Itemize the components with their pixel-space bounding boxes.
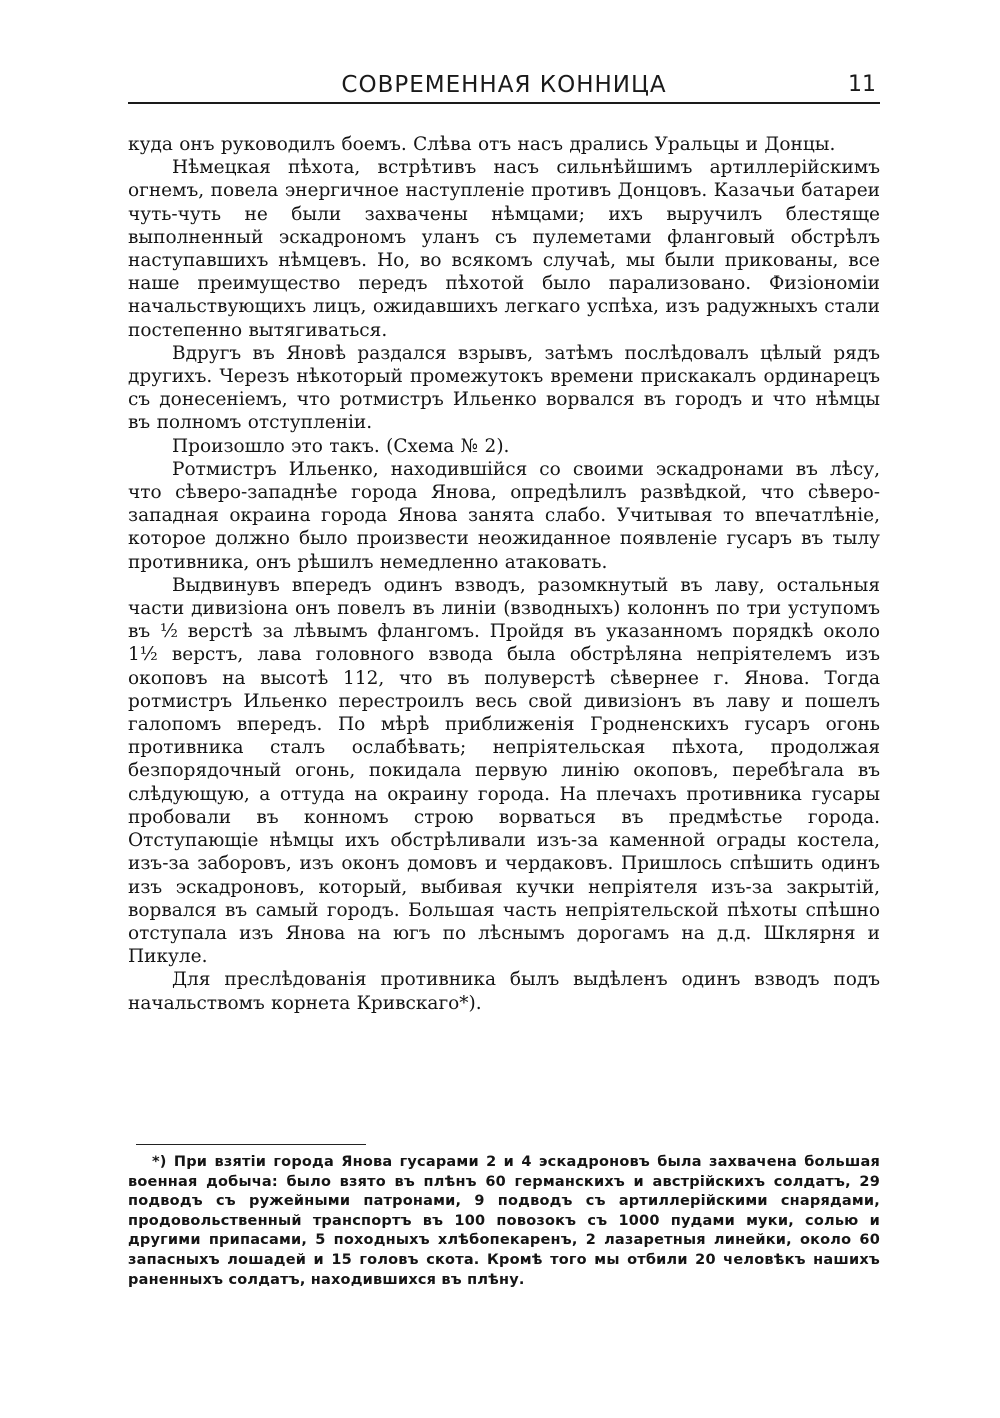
paragraph: Произошло это такъ. (Схема № 2). <box>172 435 510 457</box>
header-rule <box>128 102 880 104</box>
paragraph: Нѣмецкая пѣхота, встрѣтивъ насъ сильнѣйшимъ артиллерійскимъ огнемъ, повела энергичное наступленіе противъ Донцовъ. Казачьи батареи чуть-чуть не были захвачены нѣмцами; ихъ выручилъ блестяще выполненный эскадрономъ уланъ съ пулеметами фланговый обстрѣлъ наступавшихъ нѣмцевъ. Но, во всякомъ случаѣ, мы были прикованы, все наше преимущество передъ пѣхотой было парализовано. Физіономіи начальствующихъ лицъ, ожидавшихъ легкаго успѣха, изъ радужныхъ стали постепенно вытягиваться. <box>128 157 880 341</box>
running-header <box>128 70 880 104</box>
paragraph-continuation: куда онъ руководилъ боемъ. Слѣва отъ насъ дрались Уральцы и Донцы. <box>128 134 836 155</box>
footnote: *) При взятіи города Янова гусарами 2 и 4 эскадроновъ была захвачена большая военная добыча: было взято въ плѣнъ 60 германскихъ и австрійскихъ солдатъ, 29 подводъ съ ружейными патронами, 9 подводъ съ артиллерійскими снарядами, продовольственный транспортъ въ 100 повозокъ съ 1000 пудами муки, солью и другими припасами, 5 походныхъ хлѣбопекаренъ, 2 лазаретныя линейки, около 60 запасныхъ лошадей и 15 головъ скота. Кромѣ того мы отбили 20 человѣкъ нашихъ раненныхъ солдатъ, находившихся въ плѣну. <box>128 1154 880 1288</box>
paragraph: Выдвинувъ впередъ одинъ взводъ, разомкнутый въ лаву, остальныя части дивизіона онъ повелъ въ линіи (взводныхъ) колоннъ по три уступомъ въ ½ верстѣ за лѣвымъ флангомъ. Пройдя въ указанномъ порядкѣ около 1½ верстъ, лава головного взвода была обстрѣляна непріятелемъ изъ окоповъ на высотѣ 112, что въ полуверстѣ сѣвернее г. Янова. Тогда ротмистръ Ильенко перестроилъ весь свой дивизіонъ въ лаву и пошелъ галопомъ впередъ. По мѣрѣ приближенія Гродненскихъ гусаръ огонь противника сталъ ослабѣвать; непріятельская пѣхота, продолжая безпорядочный огонь, покидала первую линію окоповъ, перебѣгала въ слѣдующую, а оттуда на окраину города. На плечахъ противника гусары пробовали въ конномъ строю ворваться въ предмѣстье города. Отступающіе нѣмцы ихъ обстрѣливали изъ-за каменной ограды костела, изъ-за заборовъ, изъ оконъ домовъ и чердаковъ. Пришлось спѣшить одинъ изъ эскадроновъ, который, выбивая кучки непріятеля изъ-за закрытій, ворвался въ самый городъ. Большая часть непріятельской пѣхоты спѣшно отступала изъ Янова на югъ по лѣснымъ дорогамъ на д.д. Шклярня и Пикуле. <box>128 574 880 968</box>
page-number: 11 <box>848 72 876 97</box>
paragraph: Ротмистръ Ильенко, находившійся со своими эскадронами въ лѣсу, что сѣверо-западнѣе города Янова, опредѣлилъ развѣдкой, что сѣверо-западная окраина города Янова занята слабо. Учитывая то впечатлѣніе, которое должно было произвести неожиданное появленіе гусаръ въ тылу противника, онъ рѣшилъ немедленно атаковать. <box>128 458 880 573</box>
running-title: СОВРЕМЕННАЯ КОННИЦА <box>341 72 667 98</box>
paragraph: Для преслѣдованія противника былъ выдѣленъ одинъ взводъ подъ начальствомъ корнета Кривскаго*). <box>128 969 880 1014</box>
footnote-rule <box>136 1144 366 1145</box>
body-text <box>128 133 880 1015</box>
paragraph: Вдругъ въ Яновѣ раздался взрывъ, затѣмъ послѣдовалъ цѣлый рядъ другихъ. Черезъ нѣкоторый промежутокъ времени прискакалъ ординарецъ съ донесеніемъ, что ротмистръ Ильенко ворвался въ городъ и что нѣмцы въ полномъ отступленіи. <box>128 342 880 434</box>
